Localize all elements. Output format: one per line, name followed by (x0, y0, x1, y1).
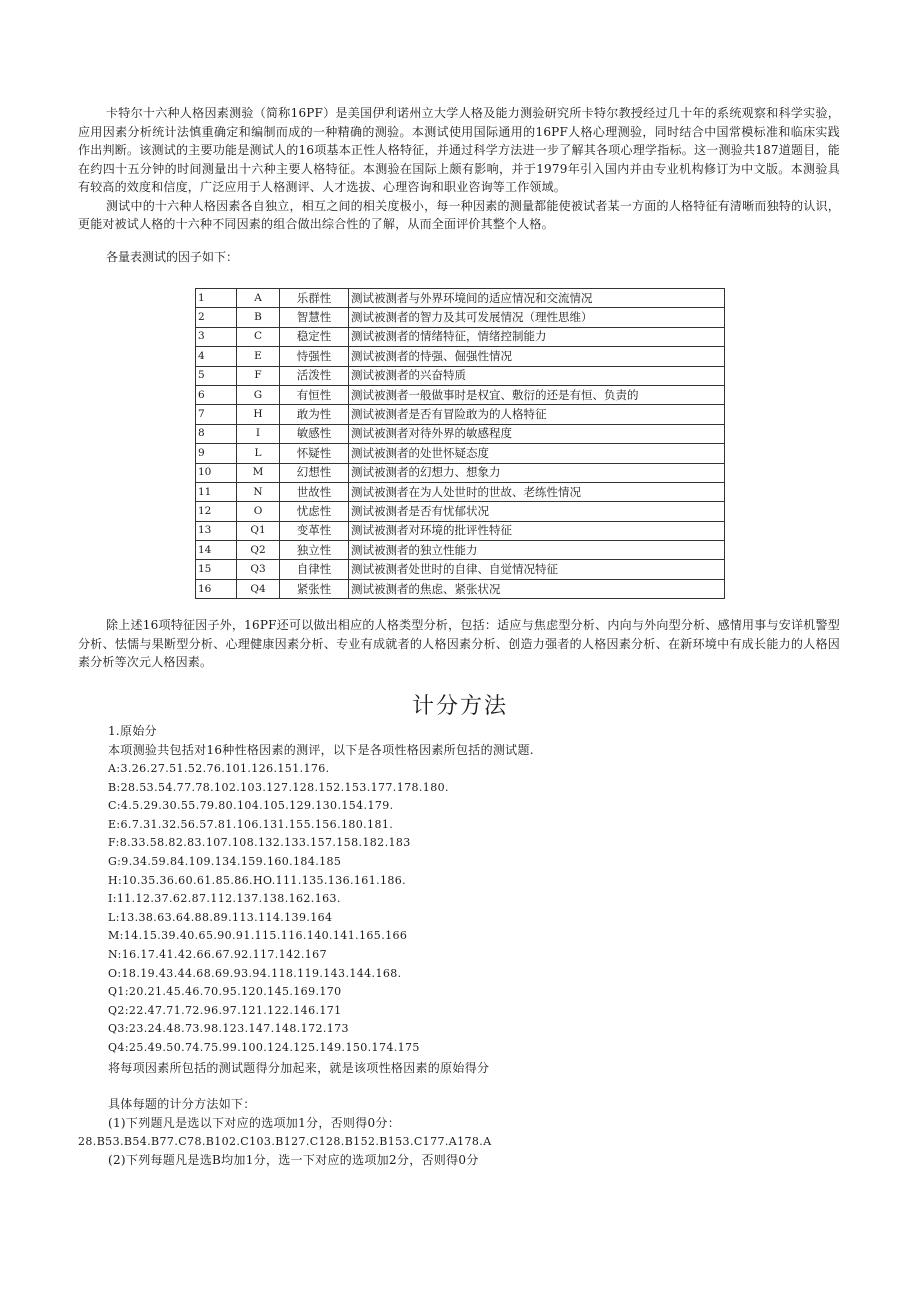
scoring-item-line: Q4:25.49.50.74.75.99.100.124.125.149.150.174.175 (108, 1041, 420, 1054)
factors-heading: 各量表测试的因子如下： (106, 250, 239, 264)
intro-section (78, 104, 840, 234)
factor-number: 8 (196, 424, 237, 443)
scoring-item-line: I:11.12.37.62.87.112.137.138.162.163. (108, 892, 341, 906)
method-title: 具体每题的计分方法如下： (108, 1097, 256, 1111)
factor-code: H (237, 405, 280, 424)
factor-description: 测试被测者处世时的自律、自觉情况特征 (349, 560, 725, 579)
factor-number: 5 (196, 366, 237, 385)
factor-number: 11 (196, 482, 237, 501)
factor-number: 7 (196, 405, 237, 424)
factor-code: Q2 (237, 541, 280, 560)
scoring-item-line: L:13.38.63.64.88.89.113.114.139.164 (108, 910, 333, 924)
factor-row (196, 405, 725, 424)
factor-row (196, 444, 725, 463)
scoring-item-line: C:4.5.29.30.55.79.80.104.105.129.130.154.179. (108, 799, 394, 813)
factor-description: 测试被测者的处世怀疑态度 (349, 444, 725, 463)
factor-row (196, 327, 725, 346)
scoring-item-line: F:8.33.58.82.83.107.108.132.133.157.158.182.183 (108, 836, 411, 850)
factor-name: 有恒性 (280, 385, 349, 404)
factor-name: 乐群性 (280, 289, 349, 308)
factor-description: 测试被测者是否有忧郁状况 (349, 502, 725, 521)
factor-name: 变革性 (280, 521, 349, 540)
factor-name: 智慧性 (280, 308, 349, 327)
factor-row (196, 347, 725, 366)
factor-number: 16 (196, 579, 237, 598)
factor-code: Q4 (237, 579, 280, 598)
factor-name: 幻想性 (280, 463, 349, 482)
scoring-item-line: G:9.34.59.84.109.134.159.160.184.185 (108, 855, 342, 868)
scoring-intro: 本项测验共包括对16种性格因素的测评，以下是各项性格因素所包括的测试题. (108, 743, 534, 757)
factor-row (196, 308, 725, 327)
factor-row (196, 366, 725, 385)
rule-1: (1)下列题凡是选以下对应的选项加1分，否则得0分： (108, 1116, 401, 1130)
factor-description: 测试被测者对环境的批评性特征 (349, 521, 725, 540)
extra-paragraph: 除上述16项特征因子外，16PF还可以做出相应的人格类型分析，包括：适应与焦虑型分析、内向与外向型分析、感情用事与安详机警型分析、怯懦与果断型分析、心理健康因素分析、专业有成就者的人格因素分析、创造力强者的人格因素分析、在新环境中有成长能力的人格因素分析等次元人格因素。 (78, 618, 840, 669)
intro-paragraph-2: 测试中的十六种人格因素各自独立，相互之间的相关度极小，每一种因素的测量都能使被试者某一方面的人格特征有清晰而独特的认识，更能对被试人格的十六种不同因素的组合做出综合性的了解，从而全面评价其整个人格。 (78, 198, 840, 231)
factor-row (196, 482, 725, 501)
factor-code: Q3 (237, 560, 280, 579)
factor-description: 测试被测者的情绪特征，情绪控制能力 (349, 327, 725, 346)
factor-code: E (237, 347, 280, 366)
factor-code: Q1 (237, 521, 280, 540)
factor-code: B (237, 308, 280, 327)
factor-code: A (237, 289, 280, 308)
factor-number: 1 (196, 289, 237, 308)
scoring-item-line: E:6.7.31.32.56.57.81.106.131.155.156.180.181. (108, 817, 394, 831)
factor-number: 4 (196, 347, 237, 366)
factors-table (195, 288, 725, 599)
factor-row (196, 579, 725, 598)
factor-name: 敏感性 (280, 424, 349, 443)
factor-name: 独立性 (280, 541, 349, 560)
factor-number: 3 (196, 327, 237, 346)
scoring-title: 计分方法 (411, 694, 508, 719)
factor-row (196, 289, 725, 308)
factor-code: O (237, 502, 280, 521)
factor-name: 自律性 (280, 560, 349, 579)
scoring-item-line: O:18.19.43.44.68.69.93.94.118.119.143.144.168. (108, 966, 402, 980)
factor-name: 怀疑性 (280, 444, 349, 463)
rule-2: (2)下列每题凡是选B均加1分，选一下对应的选项加2分，否则得0分 (108, 1153, 479, 1167)
factor-description: 测试被测者在为人处世时的世故、老练性情况 (349, 482, 725, 501)
scoring-item-line: A:3.26.27.51.52.76.101.126.151.176. (108, 762, 330, 775)
factor-number: 6 (196, 385, 237, 404)
factor-description: 测试被测者的恃强、倔强性情况 (349, 347, 725, 366)
scoring-item-line: Q1:20.21.45.46.70.95.120.145.169.170 (108, 985, 342, 999)
factor-number: 10 (196, 463, 237, 482)
factor-name: 活泼性 (280, 366, 349, 385)
factor-number: 9 (196, 444, 237, 463)
factor-number: 14 (196, 541, 237, 560)
factor-name: 恃强性 (280, 347, 349, 366)
factor-description: 测试被测者的焦虑、紧张状况 (349, 579, 725, 598)
factor-code: F (237, 366, 280, 385)
factor-code: N (237, 482, 280, 501)
scoring-item-line: Q3:23.24.48.73.98.123.147.148.172.173 (108, 1022, 349, 1036)
scoring-item-line: Q2:22.47.71.72.96.97.121.122.146.171 (108, 1003, 342, 1017)
scoring-summary: 将每项因素所包括的测试题得分加起来，就是该项性格因素的原始得分 (108, 1061, 490, 1075)
factor-row (196, 560, 725, 579)
factor-description: 测试被测者对待外界的敏感程度 (349, 424, 725, 443)
factor-name: 稳定性 (280, 327, 349, 346)
factor-row (196, 521, 725, 540)
factor-description: 测试被测者的独立性能力 (349, 541, 725, 560)
factor-number: 2 (196, 308, 237, 327)
factor-code: I (237, 424, 280, 443)
factor-description: 测试被测者一般做事时是权宜、敷衍的还是有恒、负责的 (349, 385, 725, 404)
scoring-item-line: B:28.53.54.77.78.102.103.127.128.152.153.177.178.180. (108, 780, 449, 794)
factor-row (196, 385, 725, 404)
factor-code: C (237, 327, 280, 346)
factor-row (196, 463, 725, 482)
factor-row (196, 424, 725, 443)
factor-name: 紧张性 (280, 579, 349, 598)
factor-description: 测试被测者是否有冒险敢为的人格特征 (349, 405, 725, 424)
factor-row (196, 502, 725, 521)
factor-code: G (237, 385, 280, 404)
factor-description: 测试被测者的兴奋特质 (349, 366, 725, 385)
factor-number: 15 (196, 560, 237, 579)
factor-description: 测试被测者的智力及其可发展情况（理性思维） (349, 308, 725, 327)
scoring-item-line: H:10.35.36.60.61.85.86.HO.111.135.136.161.186. (108, 873, 407, 887)
factor-name: 忧虑性 (280, 502, 349, 521)
intro-paragraph-1: 卡特尔十六种人格因素测验（简称16PF）是美国伊利诺州立大学人格及能力测验研究所卡特尔教授经过几十年的系统观察和科学实验，应用因素分析统计法慎重确定和编制而成的一种精确的测验。本测试使用国际通用的16PF人格心理测验，同时结合中国常模标准和临床实践作出判断。该测试的主要功能是测试人的16项基本正性人格特征，并通过科学方法进一步了解其各项心理学指标。这一测验共187道题目，能在约四十五分钟的时间测量出十六种主要人格特征。本测验在国际上颇有影响，并于1979年引入国内并由专业机构修订为中文版。本测验具有较高的效度和信度，广泛应用于人格测评、人才选拔、心理咨询和职业咨询等工作领域。 (78, 106, 840, 194)
factor-number: 13 (196, 521, 237, 540)
factor-code: M (237, 463, 280, 482)
factor-name: 世故性 (280, 482, 349, 501)
rule-1-answers: 28.B53.B54.B77.C78.B102.C103.B127.C128.B152.B153.C177.A178.A (78, 1135, 492, 1148)
factor-name: 敢为性 (280, 405, 349, 424)
scoring-subtitle: 1.原始分 (108, 724, 157, 738)
extra-section (78, 616, 840, 672)
scoring-item-line: N:16.17.41.42.66.67.92.117.142.167 (108, 948, 327, 961)
factor-description: 测试被测者与外界环境间的适应情况和交流情况 (349, 289, 725, 308)
factor-number: 12 (196, 502, 237, 521)
scoring-item-line: M:14.15.39.40.65.90.91.115.116.140.141.165.166 (108, 929, 408, 943)
factor-row (196, 541, 725, 560)
factor-code: L (237, 444, 280, 463)
factor-description: 测试被测者的幻想力、想象力 (349, 463, 725, 482)
